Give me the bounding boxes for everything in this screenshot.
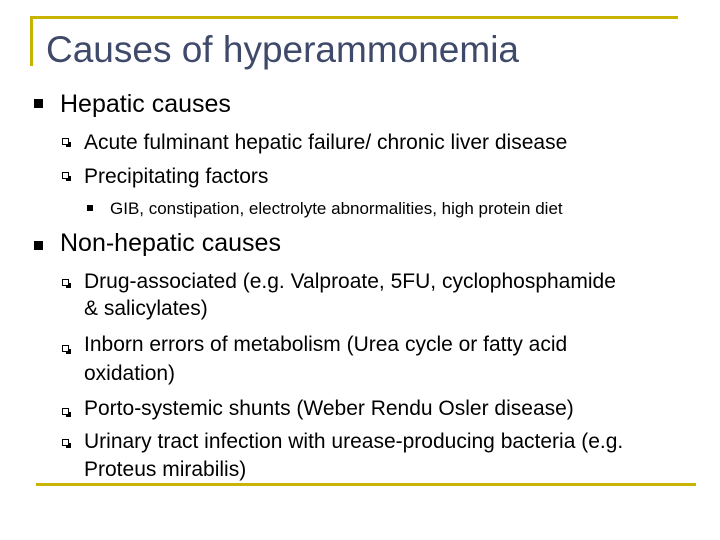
hollow-square-bullet-icon [62, 439, 69, 446]
list-item: Precipitating factors [84, 165, 269, 188]
list-subitem: GIB, constipation, electrolyte abnormalities, high protein diet [110, 199, 563, 218]
list-item-continuation: oxidation) [84, 362, 176, 385]
hollow-square-bullet-icon [62, 172, 69, 179]
slide-title: Causes of hyperammonemia [46, 29, 519, 70]
small-square-bullet-icon [87, 205, 93, 211]
section-heading-non-hepatic: Non-hepatic causes [60, 229, 281, 257]
list-item: Inborn errors of metabolism (Urea cycle or fatty acid [84, 333, 568, 356]
list-item-continuation: & salicylates) [84, 297, 208, 320]
hollow-square-bullet-icon [62, 279, 69, 286]
frame-top-line [30, 16, 678, 19]
frame-left-line [30, 16, 33, 66]
list-item: Porto-systemic shunts (Weber Rendu Osler disease) [84, 397, 574, 420]
frame-bottom-line [36, 483, 696, 486]
hollow-square-bullet-icon [62, 138, 69, 145]
list-item: Urinary tract infection with urease-producing bacteria (e.g. [84, 430, 624, 453]
list-item: Drug-associated (e.g. Valproate, 5FU, cyclophosphamide [84, 270, 616, 293]
hollow-square-bullet-icon [62, 408, 69, 415]
section-heading-hepatic: Hepatic causes [60, 90, 231, 118]
hollow-square-bullet-icon [62, 345, 69, 352]
square-bullet-icon [34, 99, 43, 108]
list-item-continuation: Proteus mirabilis) [84, 458, 247, 481]
square-bullet-icon [34, 241, 43, 250]
list-item: Acute fulminant hepatic failure/ chronic liver disease [84, 131, 568, 154]
